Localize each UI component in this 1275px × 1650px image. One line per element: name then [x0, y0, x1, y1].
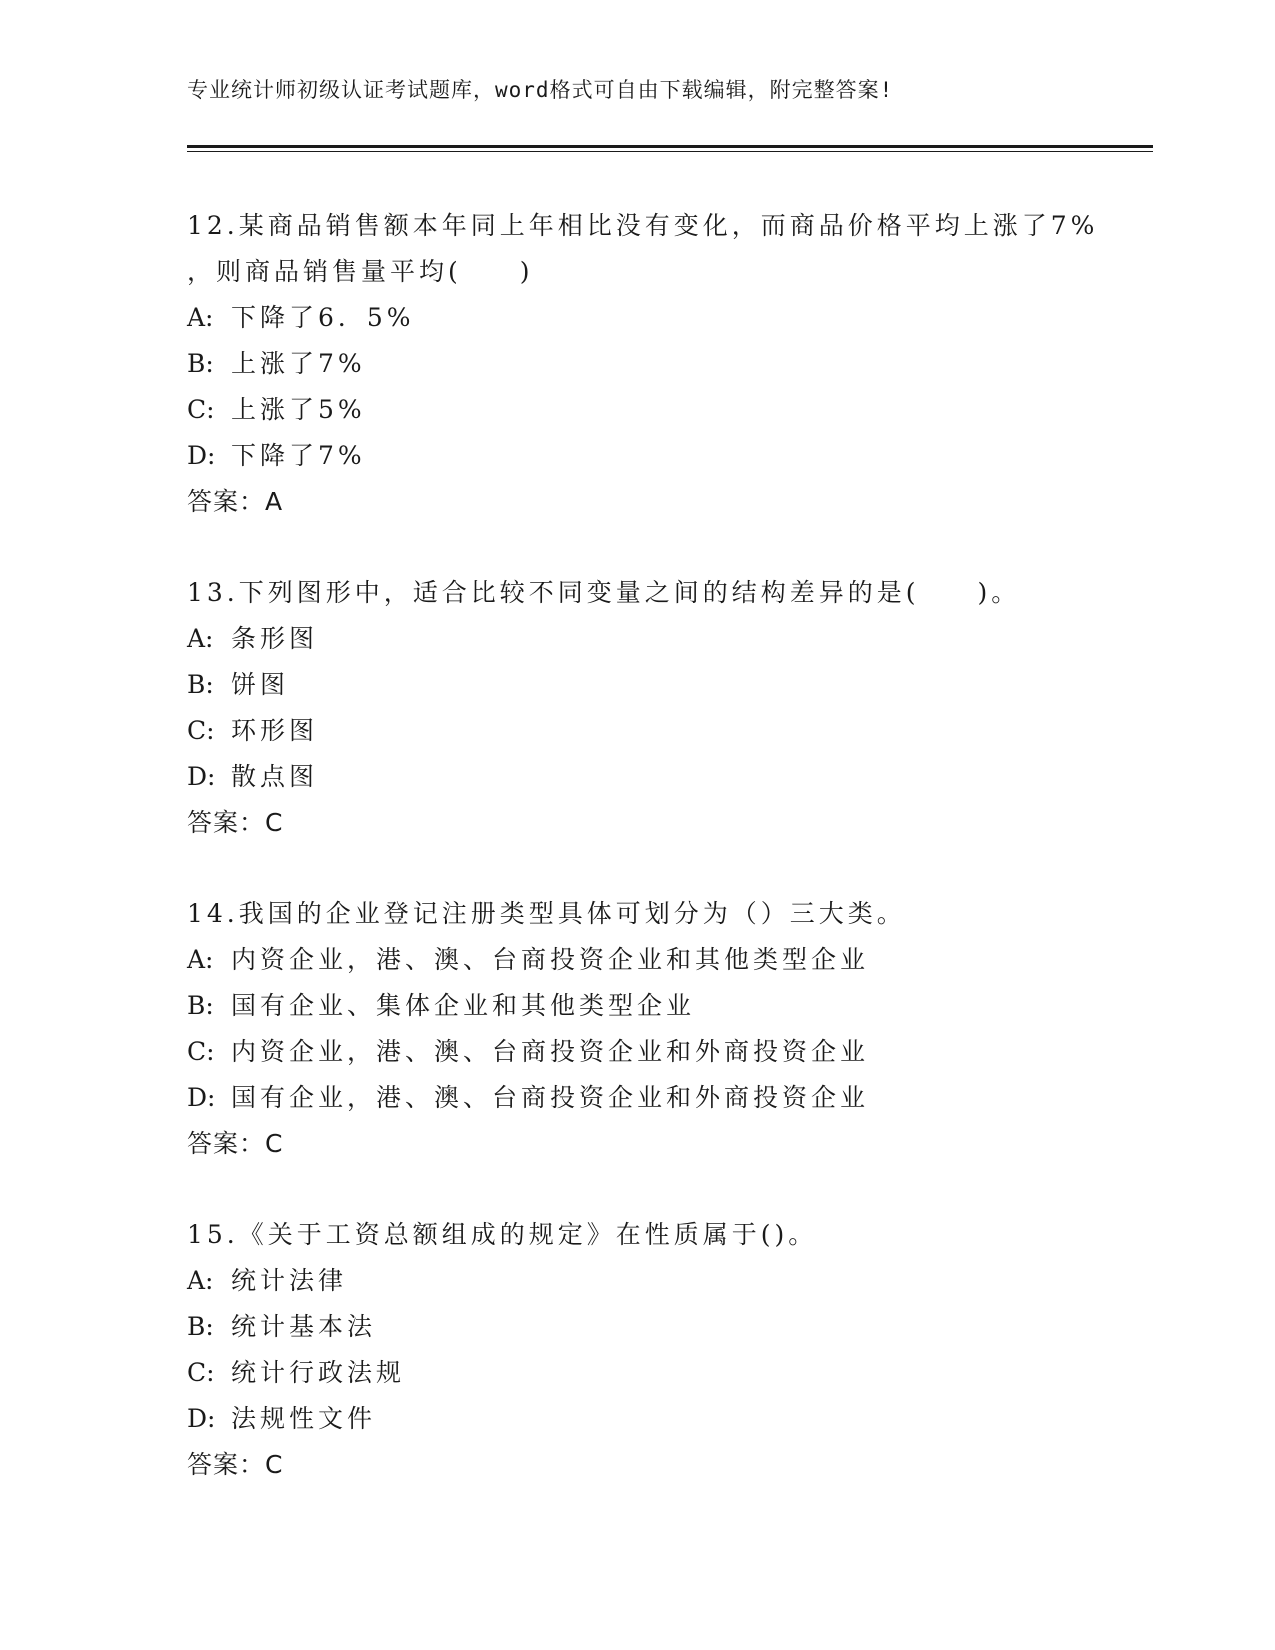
option-key: D: [187, 1083, 216, 1112]
option-key: D: [187, 762, 216, 791]
option-key: B: [187, 670, 214, 699]
option-a [187, 616, 1137, 662]
option-text: 统计行政法规 [231, 1358, 406, 1387]
option-text: 条形图 [231, 624, 319, 653]
option-a [187, 937, 1137, 983]
answer-line: 答案：C [187, 808, 284, 837]
option-text: 饼图 [231, 670, 290, 699]
header-rule-thin [187, 151, 1153, 152]
option-text: 环形图 [231, 716, 319, 745]
question-12 [187, 203, 1137, 525]
option-a [187, 1258, 1137, 1304]
option-text: 下降了6．5% [231, 303, 415, 332]
answer-line: 答案：A [187, 487, 284, 516]
option-key: A: [187, 1266, 214, 1295]
document-header: 专业统计师初级认证考试题库，word格式可自由下载编辑，附完整答案! [187, 78, 894, 102]
option-key: D: [187, 441, 216, 470]
option-key: B: [187, 1312, 214, 1341]
option-c [187, 1029, 1137, 1075]
option-key: C: [187, 716, 215, 745]
question-list [187, 203, 1137, 1533]
option-text: 国有企业，港、澳、台商投资企业和外商投资企业 [231, 1083, 870, 1112]
option-key: D: [187, 1404, 216, 1433]
question-stem-line: ，则商品销售量平均( ) [187, 257, 534, 286]
option-key: B: [187, 991, 214, 1020]
option-b [187, 662, 1137, 708]
option-text: 法规性文件 [231, 1404, 377, 1433]
option-c [187, 708, 1137, 754]
option-text: 下降了7% [231, 441, 366, 470]
option-c [187, 387, 1137, 433]
option-b [187, 1304, 1137, 1350]
option-key: A: [187, 945, 214, 974]
option-text: 统计法律 [231, 1266, 348, 1295]
question-stem-line: 14.我国的企业登记注册类型具体可划分为（）三大类。 [187, 899, 906, 928]
option-c [187, 1350, 1137, 1396]
option-text: 内资企业，港、澳、台商投资企业和其他类型企业 [231, 945, 870, 974]
option-d [187, 1396, 1137, 1442]
option-key: B: [187, 349, 214, 378]
header-rule-thick [187, 145, 1153, 148]
option-d [187, 433, 1137, 479]
option-text: 上涨了5% [231, 395, 366, 424]
option-d [187, 1075, 1137, 1121]
option-text: 内资企业，港、澳、台商投资企业和外商投资企业 [231, 1037, 870, 1066]
option-key: C: [187, 1358, 215, 1387]
question-14 [187, 891, 1137, 1167]
option-text: 国有企业、集体企业和其他类型企业 [231, 991, 696, 1020]
question-stem-line: 12.某商品销售额本年同上年相比没有变化，而商品价格平均上涨了7% [187, 211, 1099, 240]
option-key: A: [187, 624, 214, 653]
question-stem-line: 13.下列图形中，适合比较不同变量之间的结构差异的是( )。 [187, 578, 1021, 607]
option-d [187, 754, 1137, 800]
option-key: C: [187, 1037, 215, 1066]
option-a [187, 295, 1137, 341]
option-text: 上涨了7% [231, 349, 366, 378]
option-text: 散点图 [231, 762, 319, 791]
option-b [187, 341, 1137, 387]
option-text: 统计基本法 [231, 1312, 377, 1341]
question-15 [187, 1212, 1137, 1488]
answer-line: 答案：C [187, 1129, 284, 1158]
option-key: A: [187, 303, 214, 332]
option-key: C: [187, 395, 215, 424]
question-13 [187, 570, 1137, 846]
option-b [187, 983, 1137, 1029]
question-stem-line: 15.《关于工资总额组成的规定》在性质属于()。 [187, 1220, 818, 1249]
answer-line: 答案：C [187, 1450, 284, 1479]
